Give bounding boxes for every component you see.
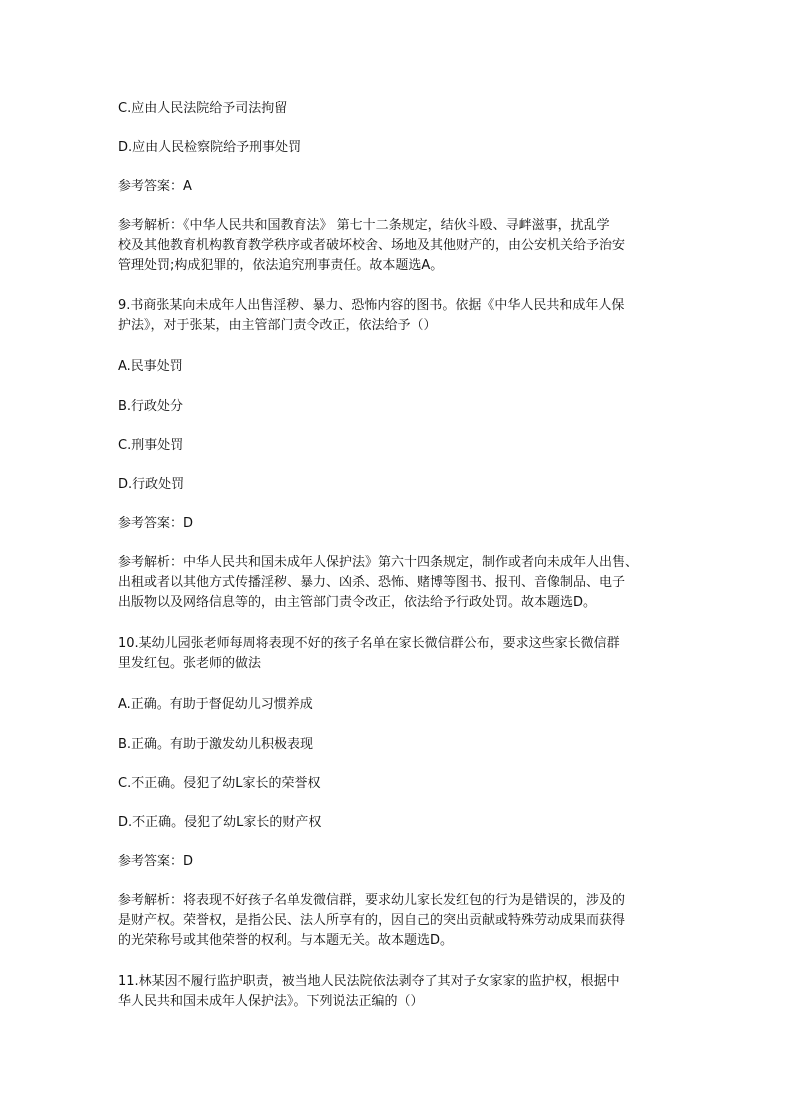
text-line: 9.书商张某向未成年人出售淫秽、暴力、恐怖内容的图书。依据《中华人民共和成年人保 xyxy=(118,298,625,313)
explanation-q8 xyxy=(118,216,678,276)
option-d-q8 xyxy=(118,138,678,158)
text-line: 10.某幼儿园张老师每周将表现不好的孩子名单在家长微信群公布，要求这些家长微信群 xyxy=(118,636,620,651)
text-line: 参考解析：《中华人民共和国教育法》 第七十二条规定，结伙斗殴、寻衅滋事，扰乱学 xyxy=(118,218,610,233)
text-line: 出版物以及网络信息等的，由主管部门责令改正，依法给予行政处罚。故本题选D。 xyxy=(118,595,597,610)
text-line: 的光荣称号或其他荣誉的权利。与本题无关。故本题选D。 xyxy=(118,933,454,948)
text-line: C.刑事处罚 xyxy=(118,438,184,453)
text-line: B.正确。有助于激发幼儿积极表现 xyxy=(118,737,314,752)
text-line: 护法》，对于张某，由主管部门责令改正，依法给予（） xyxy=(118,318,437,333)
text-line: A.民事处罚 xyxy=(118,359,183,374)
question-9 xyxy=(118,296,678,336)
explanation-q9 xyxy=(118,553,678,613)
text-line: 参考答案：A xyxy=(118,179,192,194)
text-line: C.应由人民法院给予司法拘留 xyxy=(118,101,288,116)
option-d-q9 xyxy=(118,475,678,495)
text-line: A.正确。有助于督促幼儿习惯养成 xyxy=(118,697,313,712)
option-a-q10 xyxy=(118,695,678,715)
option-b-q10 xyxy=(118,735,678,755)
answer-q9 xyxy=(118,514,678,534)
text-line: 是财产权。荣誉权，是指公民、法人所享有的，因自己的突出贡献或特殊劳动成果而获得 xyxy=(118,913,626,928)
question-11 xyxy=(118,972,678,1012)
text-line: 参考解析：将表现不好孩子名单发微信群，要求幼儿家长发红包的行为是错误的，涉及的 xyxy=(118,893,626,908)
text-line: B.行政处分 xyxy=(118,399,184,414)
option-c-q10 xyxy=(118,774,678,794)
text-line: 参考解析：中华人民共和国未成年人保护法》第六十四条规定，制作或者向未成年人出售、 xyxy=(118,555,639,570)
question-10 xyxy=(118,634,678,674)
text-line: 管理处罚;构成犯罪的，依法追究刑事责任。故本题选A。 xyxy=(118,258,444,273)
text-line: D.应由人民检察院给予刑事处罚 xyxy=(118,140,302,155)
explanation-q10 xyxy=(118,891,678,951)
option-d-q10 xyxy=(118,813,678,833)
text-line: D.不正确。侵犯了幼L家长的财产权 xyxy=(118,815,322,830)
option-c-q8 xyxy=(118,99,678,119)
text-line: 华人民共和国未成年人保护法》。下列说法正编的（） xyxy=(118,994,424,1009)
answer-q10 xyxy=(118,852,678,872)
text-line: 出租或者以其他方式传播淫秽、暴力、凶杀、恐怖、赌博等图书、报刊、音像制品、电子 xyxy=(118,575,626,590)
text-line: 参考答案：D xyxy=(118,516,194,531)
option-b-q9 xyxy=(118,397,678,417)
text-line: C.不正确。侵犯了幼L家长的荣誉权 xyxy=(118,776,321,791)
option-a-q9 xyxy=(118,357,678,377)
text-line: D.行政处罚 xyxy=(118,477,185,492)
answer-q8 xyxy=(118,177,678,197)
option-c-q9 xyxy=(118,436,678,456)
text-line: 校及其他教育机构教育教学秩序或者破坏校舍、场地及其他财产的，由公安机关给予治安 xyxy=(118,238,626,253)
text-line: 里发红包。张老师的做法 xyxy=(118,656,262,671)
text-line: 11.林某因不履行监护职责，被当地人民法院依法剥夺了其对子女家家的监护权，根据中 xyxy=(118,974,620,989)
text-line: 参考答案：D xyxy=(118,854,194,869)
